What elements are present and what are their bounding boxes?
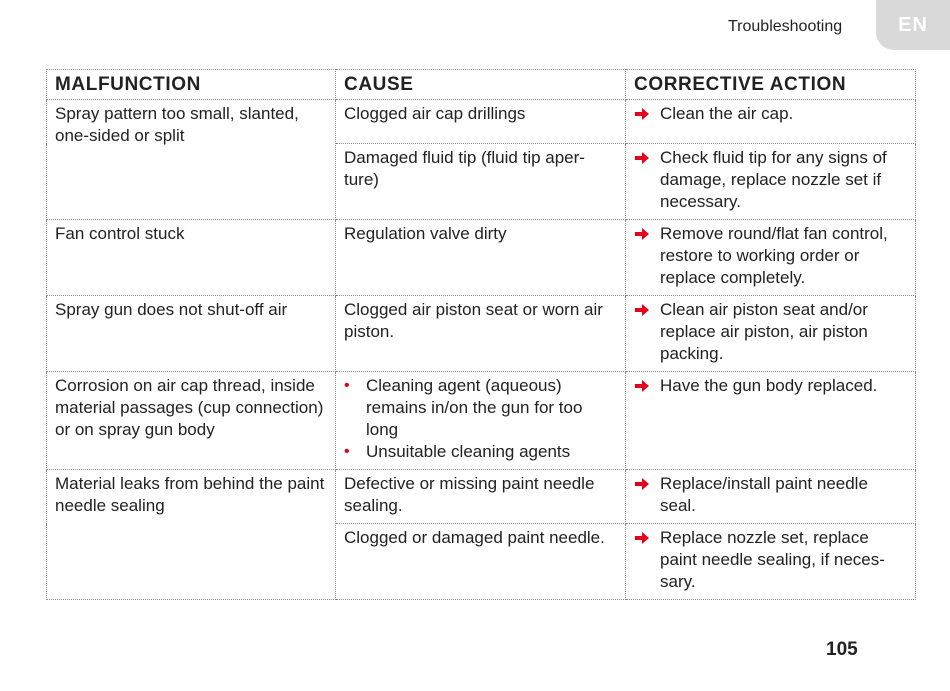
arrow-right-icon (634, 299, 660, 321)
column-header-malfunction: MALFUNCTION (47, 70, 336, 100)
malfunction-cell: Corrosion on air cap thread, inside material passages (cup connection) or on spray gun body (47, 372, 336, 470)
malfunction-cell: Spray gun does not shut-off air (47, 296, 336, 372)
action-text: Remove round/flat fan control, restore to working order or replace completely. (660, 224, 888, 287)
table-header-row (47, 70, 916, 100)
arrow-right-icon (634, 103, 660, 125)
cause-cell: Defective or missing paint needle sealing. (336, 470, 626, 524)
cause-text: Cleaning agent (aqueous) remains in/on the gun for too long (366, 376, 583, 439)
column-header-corrective-action: CORRECTIVE ACTION (626, 70, 916, 100)
action-cell (626, 524, 916, 600)
action-cell (626, 220, 916, 296)
table-row (47, 296, 916, 372)
cause-cell: Clogged or damaged paint needle. (336, 524, 626, 600)
action-text: Have the gun body replaced. (660, 376, 878, 395)
arrow-right-icon (634, 473, 660, 495)
table-row (47, 470, 916, 524)
column-header-cause: CAUSE (336, 70, 626, 100)
malfunction-cell: Spray pattern too small, slanted, one-sided or split (47, 100, 336, 220)
action-text: Replace/install paint needle seal. (660, 474, 868, 515)
bullet-icon: • (344, 443, 350, 460)
cause-cell: Regulation valve dirty (336, 220, 626, 296)
table-row (47, 372, 916, 470)
section-title: Troubleshooting (728, 18, 843, 35)
page-number: 105 (826, 639, 858, 660)
language-tab: EN (876, 0, 950, 50)
arrow-right-icon (634, 375, 660, 397)
cause-bullet-list (344, 375, 617, 463)
action-cell (626, 144, 916, 220)
cause-cell (336, 372, 626, 470)
action-text: Clean the air cap. (660, 104, 794, 123)
troubleshooting-table (46, 69, 916, 600)
action-text: Clean air piston seat and/or replace air piston, air piston packing. (660, 300, 868, 363)
arrow-right-icon (634, 527, 660, 549)
action-cell (626, 296, 916, 372)
arrow-right-icon (634, 147, 660, 169)
cause-cell: Damaged fluid tip (fluid tip aper-ture) (336, 144, 626, 220)
malfunction-cell: Material leaks from behind the paint needle sealing (47, 470, 336, 600)
action-cell (626, 372, 916, 470)
action-text: Check fluid tip for any signs of damage, replace nozzle set if necessary. (660, 148, 887, 211)
table-row (47, 100, 916, 144)
bullet-icon: • (344, 377, 350, 394)
table-row (47, 220, 916, 296)
malfunction-cell: Fan control stuck (47, 220, 336, 296)
cause-cell: Clogged air cap drillings (336, 100, 626, 144)
list-item (344, 441, 617, 463)
action-cell (626, 470, 916, 524)
action-text: Replace nozzle set, replace paint needle sealing, if neces-sary. (660, 528, 885, 591)
list-item (344, 375, 617, 441)
cause-text: Unsuitable cleaning agents (366, 442, 571, 461)
cause-cell: Clogged air piston seat or worn air piston. (336, 296, 626, 372)
arrow-right-icon (634, 223, 660, 245)
action-cell (626, 100, 916, 144)
